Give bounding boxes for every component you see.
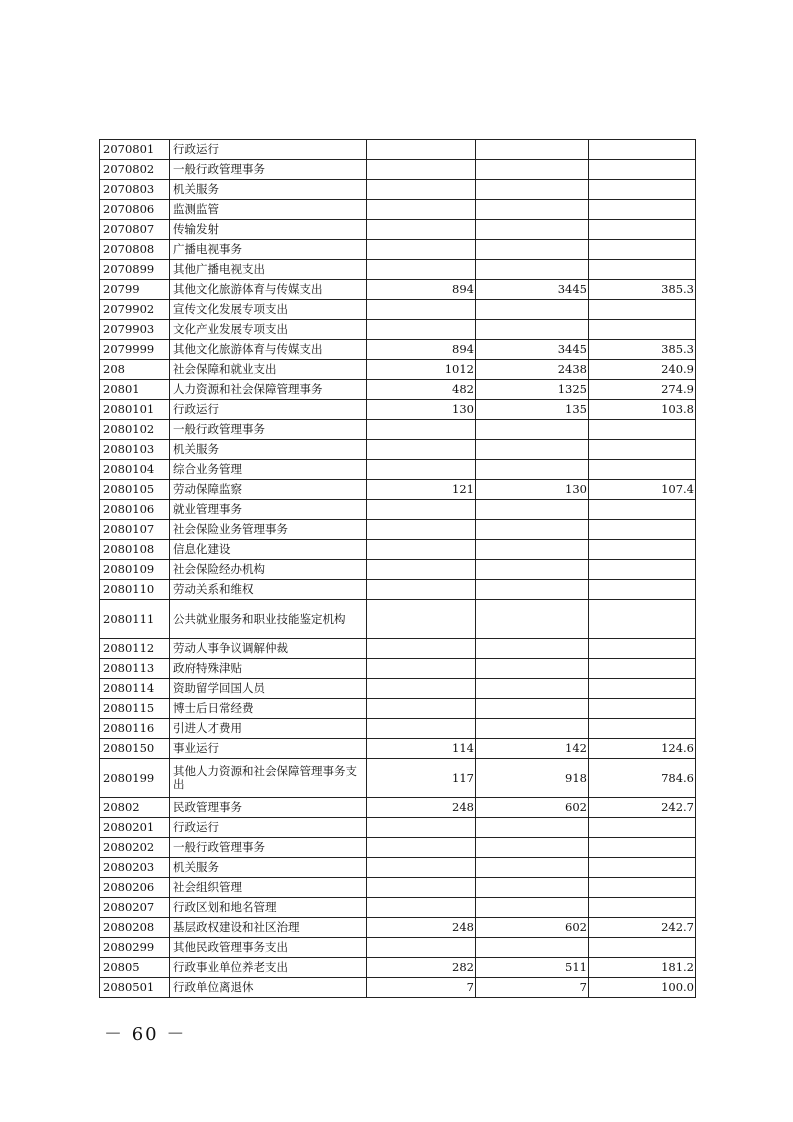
- cell-value-2: [476, 320, 589, 340]
- cell-name: 文化产业发展专项支出: [170, 320, 367, 340]
- cell-value-2: [476, 938, 589, 958]
- cell-code: 2079902: [100, 300, 170, 320]
- cell-code: 2070806: [100, 200, 170, 220]
- table-row: [100, 320, 696, 340]
- cell-code: 2080110: [100, 580, 170, 600]
- cell-name: 资助留学回国人员: [170, 679, 367, 699]
- table-row: [100, 160, 696, 180]
- cell-name: 政府特殊津贴: [170, 659, 367, 679]
- cell-value-1: [367, 858, 476, 878]
- table-row: [100, 818, 696, 838]
- table-row: [100, 719, 696, 739]
- table-row: [100, 600, 696, 639]
- cell-value-2: 918: [476, 759, 589, 798]
- cell-value-3: [589, 858, 696, 878]
- table-row: [100, 699, 696, 719]
- cell-value-3: 124.6: [589, 739, 696, 759]
- cell-code: 20805: [100, 958, 170, 978]
- cell-code: 2070807: [100, 220, 170, 240]
- cell-code: 2079903: [100, 320, 170, 340]
- cell-name: 行政运行: [170, 400, 367, 420]
- cell-code: 2080203: [100, 858, 170, 878]
- table-row: [100, 838, 696, 858]
- cell-value-1: [367, 300, 476, 320]
- table-row: [100, 659, 696, 679]
- cell-code: 20801: [100, 380, 170, 400]
- cell-value-2: [476, 180, 589, 200]
- cell-value-2: [476, 140, 589, 160]
- cell-name: 机关服务: [170, 440, 367, 460]
- table-row: [100, 560, 696, 580]
- cell-value-3: [589, 878, 696, 898]
- cell-value-2: 511: [476, 958, 589, 978]
- cell-value-1: [367, 180, 476, 200]
- cell-code: 2070802: [100, 160, 170, 180]
- cell-value-1: [367, 600, 476, 639]
- cell-value-1: [367, 460, 476, 480]
- cell-value-3: [589, 520, 696, 540]
- cell-code: 2070803: [100, 180, 170, 200]
- cell-value-3: [589, 440, 696, 460]
- cell-value-2: [476, 719, 589, 739]
- table-row: [100, 639, 696, 659]
- cell-value-3: [589, 639, 696, 659]
- cell-value-2: [476, 639, 589, 659]
- cell-value-1: [367, 220, 476, 240]
- cell-value-1: 121: [367, 480, 476, 500]
- cell-code: 2080109: [100, 560, 170, 580]
- cell-value-1: [367, 320, 476, 340]
- cell-value-3: [589, 719, 696, 739]
- table-row: [100, 480, 696, 500]
- cell-code: 2080113: [100, 659, 170, 679]
- cell-value-1: 482: [367, 380, 476, 400]
- cell-value-1: [367, 240, 476, 260]
- cell-value-3: [589, 898, 696, 918]
- table-row: [100, 739, 696, 759]
- cell-value-1: [367, 699, 476, 719]
- cell-name: 其他广播电视支出: [170, 260, 367, 280]
- cell-value-3: [589, 140, 696, 160]
- cell-name: 行政运行: [170, 140, 367, 160]
- cell-code: 2080206: [100, 878, 170, 898]
- cell-name: 一般行政管理事务: [170, 838, 367, 858]
- table-row: [100, 300, 696, 320]
- cell-value-3: [589, 160, 696, 180]
- cell-name: 劳动保障监察: [170, 480, 367, 500]
- cell-value-1: [367, 140, 476, 160]
- cell-value-1: 130: [367, 400, 476, 420]
- cell-name: 一般行政管理事务: [170, 420, 367, 440]
- cell-value-1: [367, 200, 476, 220]
- cell-value-2: [476, 440, 589, 460]
- cell-value-1: [367, 420, 476, 440]
- cell-code: 2080107: [100, 520, 170, 540]
- cell-value-1: 894: [367, 340, 476, 360]
- cell-code: 2080150: [100, 739, 170, 759]
- cell-name: 宣传文化发展专项支出: [170, 300, 367, 320]
- cell-value-3: 103.8: [589, 400, 696, 420]
- cell-value-2: 135: [476, 400, 589, 420]
- cell-value-2: [476, 540, 589, 560]
- cell-value-3: [589, 600, 696, 639]
- cell-value-3: [589, 260, 696, 280]
- cell-name: 监测监管: [170, 200, 367, 220]
- cell-code: 2080102: [100, 420, 170, 440]
- cell-code: 2080103: [100, 440, 170, 460]
- cell-value-3: 100.0: [589, 978, 696, 998]
- cell-value-1: 248: [367, 798, 476, 818]
- table-row: [100, 180, 696, 200]
- cell-value-1: [367, 440, 476, 460]
- cell-value-3: 181.2: [589, 958, 696, 978]
- table-row: [100, 400, 696, 420]
- cell-name: 社会保险经办机构: [170, 560, 367, 580]
- cell-value-3: [589, 300, 696, 320]
- cell-value-2: 130: [476, 480, 589, 500]
- cell-value-2: 602: [476, 798, 589, 818]
- cell-value-3: 242.7: [589, 918, 696, 938]
- cell-value-2: [476, 898, 589, 918]
- cell-value-1: 117: [367, 759, 476, 798]
- cell-code: 2080501: [100, 978, 170, 998]
- table-row: [100, 420, 696, 440]
- table-row: [100, 520, 696, 540]
- cell-code: 2080111: [100, 600, 170, 639]
- cell-value-2: [476, 260, 589, 280]
- cell-value-1: 894: [367, 280, 476, 300]
- cell-value-2: 3445: [476, 280, 589, 300]
- table-row: [100, 240, 696, 260]
- table-body: [100, 140, 696, 998]
- cell-name: 人力资源和社会保障管理事务: [170, 380, 367, 400]
- cell-name: 社会保险业务管理事务: [170, 520, 367, 540]
- cell-value-2: 3445: [476, 340, 589, 360]
- cell-value-1: [367, 679, 476, 699]
- table-row: [100, 878, 696, 898]
- cell-name: 行政事业单位养老支出: [170, 958, 367, 978]
- cell-value-3: [589, 240, 696, 260]
- cell-value-2: [476, 580, 589, 600]
- table-row: [100, 500, 696, 520]
- cell-value-2: [476, 600, 589, 639]
- cell-name: 博士后日常经费: [170, 699, 367, 719]
- cell-value-2: 602: [476, 918, 589, 938]
- table-row: [100, 978, 696, 998]
- cell-name: 社会保障和就业支出: [170, 360, 367, 380]
- table-row: [100, 200, 696, 220]
- cell-name: 一般行政管理事务: [170, 160, 367, 180]
- cell-name: 民政管理事务: [170, 798, 367, 818]
- cell-value-3: [589, 540, 696, 560]
- cell-value-3: 242.7: [589, 798, 696, 818]
- cell-name: 其他人力资源和社会保障管理事务支出: [170, 759, 367, 798]
- table-row: [100, 798, 696, 818]
- cell-name: 机关服务: [170, 180, 367, 200]
- cell-code: 2070899: [100, 260, 170, 280]
- cell-value-2: [476, 560, 589, 580]
- page-number: － 60 －: [104, 1024, 187, 1045]
- cell-value-2: [476, 878, 589, 898]
- cell-value-3: [589, 659, 696, 679]
- table-row: [100, 759, 696, 798]
- table-row: [100, 260, 696, 280]
- cell-value-2: [476, 500, 589, 520]
- table-row: [100, 958, 696, 978]
- cell-code: 2080108: [100, 540, 170, 560]
- table-row: [100, 440, 696, 460]
- cell-code: 208: [100, 360, 170, 380]
- cell-code: 20802: [100, 798, 170, 818]
- cell-value-3: [589, 838, 696, 858]
- cell-value-1: [367, 639, 476, 659]
- cell-value-1: 282: [367, 958, 476, 978]
- cell-value-3: 274.9: [589, 380, 696, 400]
- cell-value-2: [476, 240, 589, 260]
- cell-value-3: [589, 818, 696, 838]
- cell-value-2: [476, 300, 589, 320]
- cell-code: 2079999: [100, 340, 170, 360]
- table-row: [100, 360, 696, 380]
- cell-value-3: 385.3: [589, 280, 696, 300]
- cell-name: 传输发射: [170, 220, 367, 240]
- cell-name: 其他民政管理事务支出: [170, 938, 367, 958]
- table-row: [100, 340, 696, 360]
- cell-value-3: [589, 500, 696, 520]
- cell-value-2: 7: [476, 978, 589, 998]
- cell-code: 2080104: [100, 460, 170, 480]
- table-row: [100, 380, 696, 400]
- cell-value-1: 248: [367, 918, 476, 938]
- cell-name: 其他文化旅游体育与传媒支出: [170, 340, 367, 360]
- cell-name: 劳动人事争议调解仲裁: [170, 639, 367, 659]
- cell-value-1: [367, 878, 476, 898]
- cell-value-2: [476, 679, 589, 699]
- cell-value-1: [367, 260, 476, 280]
- cell-value-2: [476, 699, 589, 719]
- cell-name: 事业运行: [170, 739, 367, 759]
- cell-name: 行政单位离退休: [170, 978, 367, 998]
- cell-value-1: [367, 500, 476, 520]
- cell-value-2: [476, 520, 589, 540]
- cell-value-3: 385.3: [589, 340, 696, 360]
- cell-code: 2080202: [100, 838, 170, 858]
- cell-value-3: [589, 699, 696, 719]
- cell-value-3: [589, 679, 696, 699]
- cell-value-2: [476, 200, 589, 220]
- cell-value-2: [476, 220, 589, 240]
- cell-value-2: [476, 420, 589, 440]
- table-row: [100, 220, 696, 240]
- cell-value-3: [589, 460, 696, 480]
- cell-code: 2080299: [100, 938, 170, 958]
- cell-code: 2080207: [100, 898, 170, 918]
- cell-name: 社会组织管理: [170, 878, 367, 898]
- cell-code: 2080114: [100, 679, 170, 699]
- cell-name: 信息化建设: [170, 540, 367, 560]
- budget-table: [99, 139, 696, 998]
- cell-value-1: [367, 560, 476, 580]
- cell-value-3: 784.6: [589, 759, 696, 798]
- cell-value-1: [367, 898, 476, 918]
- cell-code: 2070801: [100, 140, 170, 160]
- cell-code: 2080112: [100, 639, 170, 659]
- table-row: [100, 918, 696, 938]
- cell-value-3: [589, 220, 696, 240]
- cell-value-3: [589, 200, 696, 220]
- table-row: [100, 580, 696, 600]
- cell-value-3: [589, 560, 696, 580]
- cell-value-3: [589, 420, 696, 440]
- cell-name: 广播电视事务: [170, 240, 367, 260]
- cell-name: 公共就业服务和职业技能鉴定机构: [170, 600, 367, 639]
- cell-code: 2070808: [100, 240, 170, 260]
- cell-code: 2080105: [100, 480, 170, 500]
- cell-value-1: [367, 938, 476, 958]
- cell-name: 行政区划和地名管理: [170, 898, 367, 918]
- cell-name: 综合业务管理: [170, 460, 367, 480]
- cell-code: 2080106: [100, 500, 170, 520]
- cell-name: 机关服务: [170, 858, 367, 878]
- cell-value-3: [589, 180, 696, 200]
- cell-value-1: 114: [367, 739, 476, 759]
- table-row: [100, 679, 696, 699]
- cell-value-1: 1012: [367, 360, 476, 380]
- table-row: [100, 460, 696, 480]
- cell-value-2: [476, 160, 589, 180]
- cell-value-1: [367, 659, 476, 679]
- cell-value-2: [476, 838, 589, 858]
- cell-value-2: [476, 818, 589, 838]
- table-row: [100, 540, 696, 560]
- cell-name: 行政运行: [170, 818, 367, 838]
- cell-value-2: 142: [476, 739, 589, 759]
- cell-value-1: [367, 818, 476, 838]
- cell-value-1: [367, 160, 476, 180]
- cell-value-3: [589, 580, 696, 600]
- cell-value-1: 7: [367, 978, 476, 998]
- cell-value-2: [476, 659, 589, 679]
- cell-value-2: [476, 858, 589, 878]
- table-row: [100, 280, 696, 300]
- cell-name: 其他文化旅游体育与传媒支出: [170, 280, 367, 300]
- cell-value-1: [367, 580, 476, 600]
- cell-code: 2080199: [100, 759, 170, 798]
- cell-code: 2080201: [100, 818, 170, 838]
- cell-code: 2080101: [100, 400, 170, 420]
- cell-code: 2080115: [100, 699, 170, 719]
- cell-code: 2080116: [100, 719, 170, 739]
- cell-code: 20799: [100, 280, 170, 300]
- cell-name: 引进人才费用: [170, 719, 367, 739]
- cell-name: 劳动关系和维权: [170, 580, 367, 600]
- cell-value-2: 1325: [476, 380, 589, 400]
- cell-value-3: [589, 938, 696, 958]
- cell-code: 2080208: [100, 918, 170, 938]
- table-row: [100, 858, 696, 878]
- table-row: [100, 898, 696, 918]
- cell-value-2: 2438: [476, 360, 589, 380]
- cell-value-3: 107.4: [589, 480, 696, 500]
- cell-name: 基层政权建设和社区治理: [170, 918, 367, 938]
- cell-value-1: [367, 838, 476, 858]
- cell-value-1: [367, 719, 476, 739]
- cell-name: 就业管理事务: [170, 500, 367, 520]
- cell-value-1: [367, 520, 476, 540]
- cell-value-3: [589, 320, 696, 340]
- cell-value-3: 240.9: [589, 360, 696, 380]
- cell-value-2: [476, 460, 589, 480]
- cell-value-1: [367, 540, 476, 560]
- table-row: [100, 140, 696, 160]
- table-row: [100, 938, 696, 958]
